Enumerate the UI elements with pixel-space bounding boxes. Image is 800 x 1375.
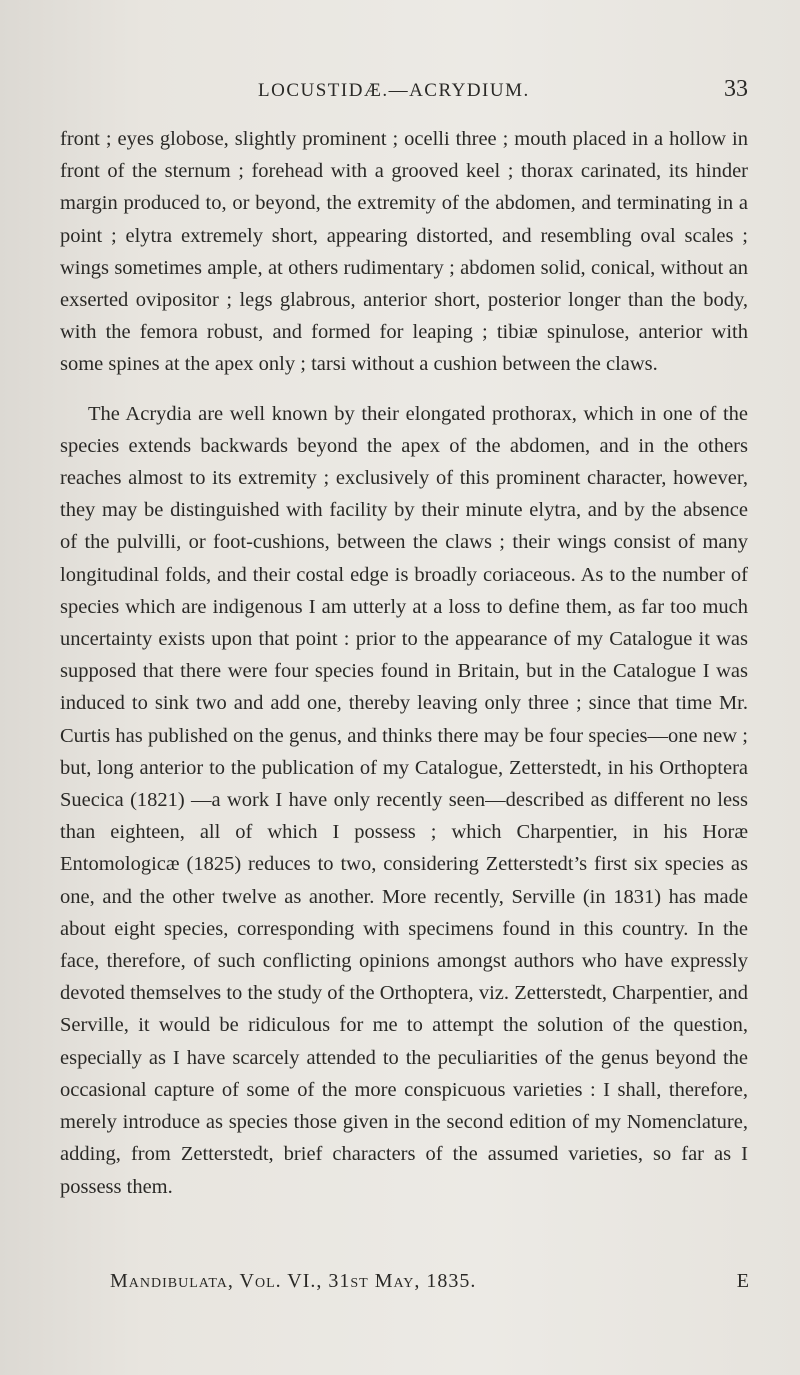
sheet-mark: E xyxy=(736,1270,750,1292)
paragraph-continued: front ; eyes globose, slightly prominent ; ocelli three ; mouth placed in a hollow in front of the sternum ; forehead with a grooved keel ; thorax carinated, its hinder margin produced to, or beyond, the extremity of the abdomen, and terminating in a point ; elytra extremely short, appearing distorted, and resembling oval scales ; wings sometimes ample, at others rudimentary ; abdomen solid, conical, without an exserted ovipositor ; legs glabrous, anterior short, posterior longer than the body, with the femora robust, and formed for leaping ; tibiæ spinulose, anterior with some spines at the apex only ; tarsi without a cushion between the claws. xyxy=(60,128,748,376)
page-number: 33 xyxy=(724,76,748,102)
page-header xyxy=(258,76,748,108)
running-title: LOCUSTIDÆ.—ACRYDIUM. xyxy=(258,80,530,101)
signature-line: Mandibulata, Vol. VI., 31st May, 1835. xyxy=(110,1270,477,1292)
paragraph-acrydia: The Acrydia are well known by their elongated prothorax, which in one of the species extends backwards beyond the apex of the abdomen, and in the others reaches almost to its extremity ; exclusively of this prominent character, however, they may be distinguished with facility by their minute elytra, and by the absence of the pulvilli, or foot-cushions, between the claws ; their wings consist of many longitudinal folds, and their costal edge is broadly coriaceous. As to the number of species which are indigenous I am utterly at a loss to define them, as far too much uncertainty exists upon that point : prior to the appearance of my Catalogue it was supposed that there were four species found in Britain, but in the Catalogue I was induced to sink two and add one, thereby leaving only three ; since that time Mr. Curtis has published on the genus, and thinks there may be four species—one new ; but, long anterior to the publication of my Catalogue, Zetterstedt, in his Orthoptera Suecica (1821) —a work I have only recently seen—described as different no less than eighteen, all of which I possess ; which Charpentier, in his Horæ Entomologicæ (1825) reduces to two, considering Zetterstedt’s first six species as one, and the other twelve as another. More recently, Serville (in 1831) has made about eight species, corresponding with specimens found in this country. In the face, therefore, of such conflicting opinions amongst authors who have expressly devoted themselves to the study of the Orthoptera, viz. Zetterstedt, Charpentier, and Serville, it would be ridiculous for me to attempt the solution of the question, especially as I have scarcely attended to the peculiarities of the genus beyond the occasional capture of some of the more conspicuous varieties : I shall, therefore, merely introduce as species those given in the second edition of my Nomenclature, adding, from Zetterstedt, brief characters of the assumed varieties, so far as I possess them. xyxy=(60,402,748,1198)
body-text xyxy=(60,123,748,1203)
page-footer xyxy=(110,1270,750,1300)
